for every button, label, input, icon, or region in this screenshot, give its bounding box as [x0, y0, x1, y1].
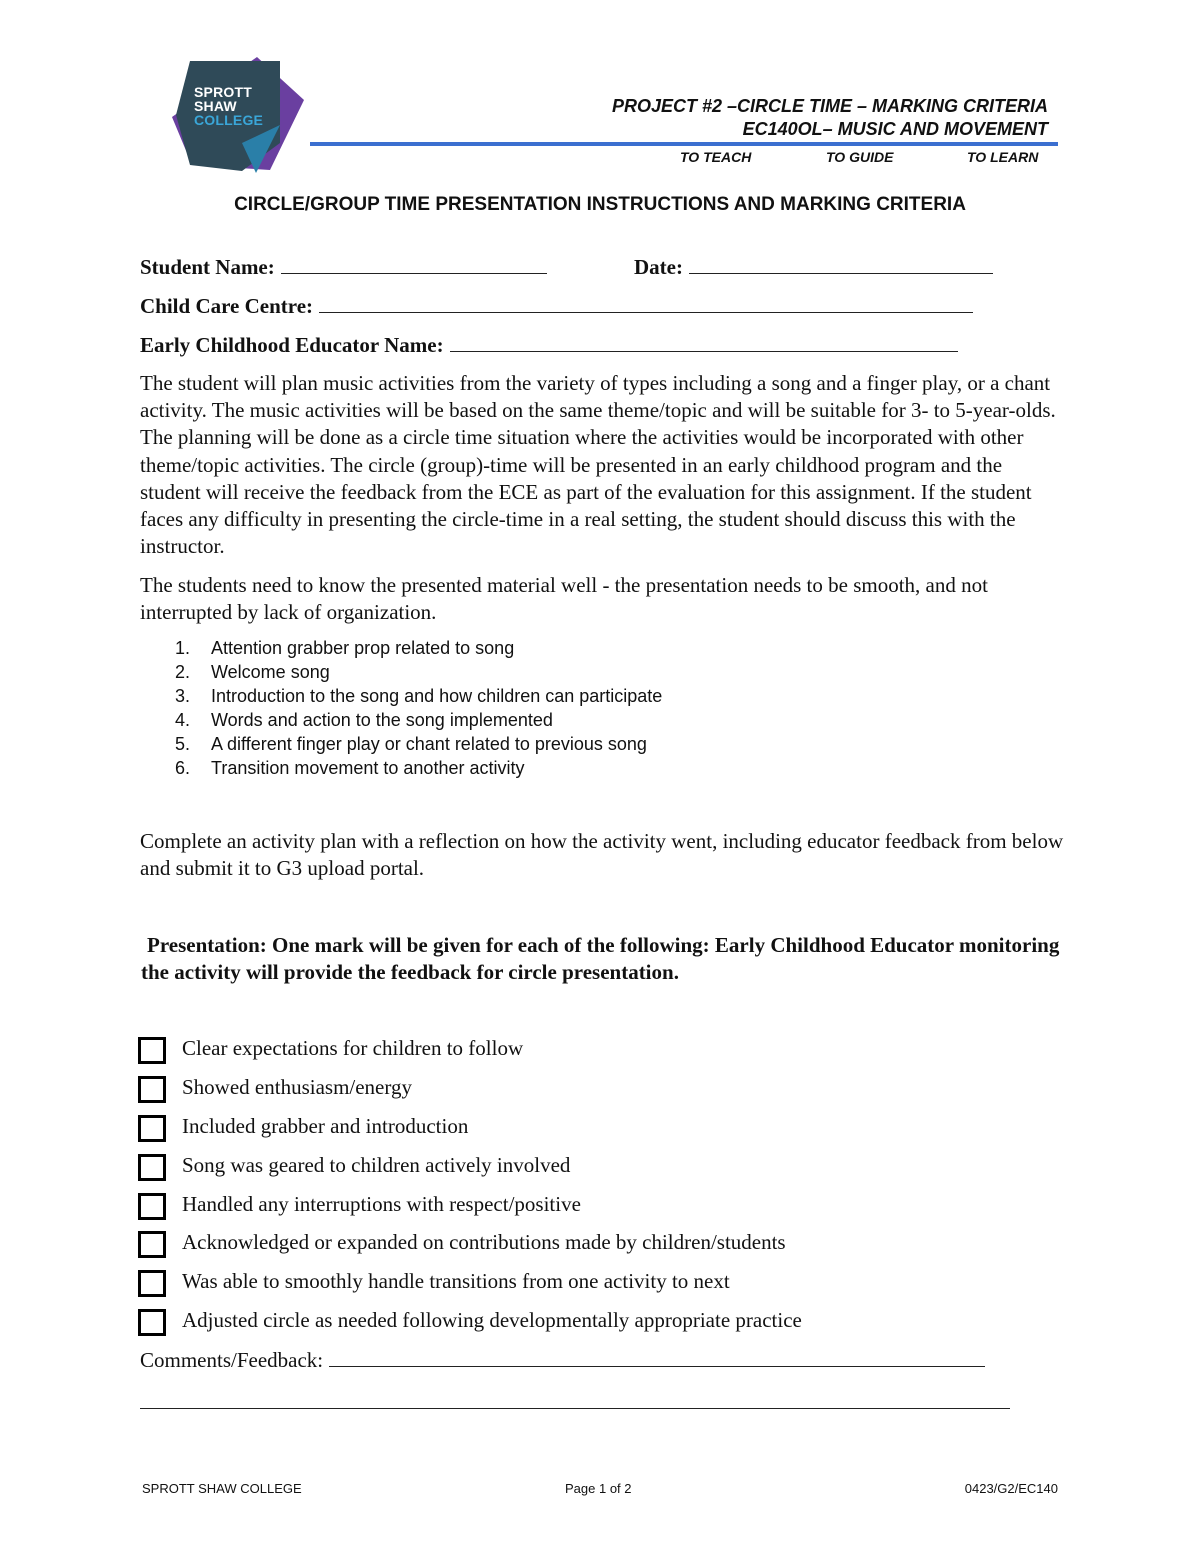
student-name-line[interactable] — [281, 255, 547, 274]
ece-name-field — [140, 333, 958, 358]
checkbox[interactable] — [138, 1270, 166, 1297]
comments-label: Comments/Feedback: — [140, 1348, 324, 1372]
header-rule — [310, 142, 1058, 146]
checkbox[interactable] — [138, 1115, 166, 1142]
student-name-field — [140, 255, 547, 280]
date-line[interactable] — [689, 255, 993, 274]
footer-college: SPROTT SHAW COLLEGE — [142, 1481, 302, 1496]
presentation-expectation-paragraph: The students need to know the presented material well - the presentation needs to be smooth, and not interrupted by lack of organization. — [140, 573, 988, 625]
footer-document-code: 0423/G2/EC140 — [964, 1481, 1058, 1496]
checkbox[interactable] — [138, 1076, 166, 1103]
list-item: 4. Words and action to the song implemented — [175, 710, 553, 730]
header-project-title: PROJECT #2 –CIRCLE TIME – MARKING CRITERIA — [611, 96, 1048, 116]
comments-line-2[interactable] — [140, 1408, 1010, 1409]
document-title: CIRCLE/GROUP TIME PRESENTATION INSTRUCTIONS AND MARKING CRITERIA — [234, 194, 966, 215]
college-logo — [172, 55, 304, 173]
comments-line[interactable] — [329, 1348, 985, 1367]
ece-name-label: Early Childhood Educator Name: — [140, 333, 444, 357]
list-item: 6. Transition movement to another activity — [175, 758, 525, 778]
footer-page-number: Page 1 of 2 — [565, 1481, 632, 1496]
header-course-title: EC140OL– MUSIC AND MOVEMENT — [742, 119, 1048, 139]
motto-teach: TO TEACH — [680, 149, 752, 165]
checkbox[interactable] — [138, 1193, 166, 1220]
motto-guide: TO GUIDE — [826, 149, 894, 165]
checkbox[interactable] — [138, 1309, 166, 1336]
date-field — [634, 255, 993, 280]
presentation-criteria-heading: Presentation: One mark will be given for each of the following: Early Childhood Educator monitoring the activity will provide the feedback for circle presentation. — [141, 933, 1060, 985]
list-item: 5. A different finger play or chant related to previous song — [175, 734, 647, 754]
presentation-steps-list — [140, 636, 662, 780]
child-care-centre-label: Child Care Centre: — [140, 294, 314, 318]
child-care-centre-field — [140, 294, 973, 319]
motto-learn: TO LEARN — [967, 149, 1039, 165]
checkbox[interactable] — [138, 1037, 166, 1064]
comments-field — [140, 1348, 985, 1373]
checkbox[interactable] — [138, 1231, 166, 1258]
child-care-centre-line[interactable] — [319, 294, 973, 313]
list-item: 2. Welcome song — [175, 662, 330, 682]
logo-line-2: SHAW — [194, 98, 237, 114]
list-item: 1. Attention grabber prop related to song — [175, 638, 515, 658]
logo-line-1: SPROTT — [194, 84, 252, 100]
student-name-label: Student Name: — [140, 255, 275, 279]
list-item: 3. Introduction to the song and how children can participate — [175, 686, 663, 706]
logo-line-3: COLLEGE — [194, 112, 264, 128]
activity-plan-paragraph: Complete an activity plan with a reflection on how the activity went, including educator feedback from below and submit it to G3 upload portal. — [140, 829, 1064, 881]
checkbox[interactable] — [138, 1154, 166, 1181]
instructions-paragraph: The student will plan music activities from the variety of types including a song and a finger play, or a chant activity. The music activities will be based on the same theme/topic and will be suitable for 3- to 5-year-olds. The planning will be done as a circle time situation where the activities would be incorporated with other theme/topic activities. The circle (group)-time will be presented in an early childhood program and the student will receive the feedback from the ECE as part of the evaluation for this assignment. If the student faces any difficulty in presenting the circle-time in a real setting, the student should discuss this with the instructor. — [140, 371, 1056, 559]
date-label: Date: — [634, 255, 683, 279]
ece-name-line[interactable] — [450, 333, 958, 352]
